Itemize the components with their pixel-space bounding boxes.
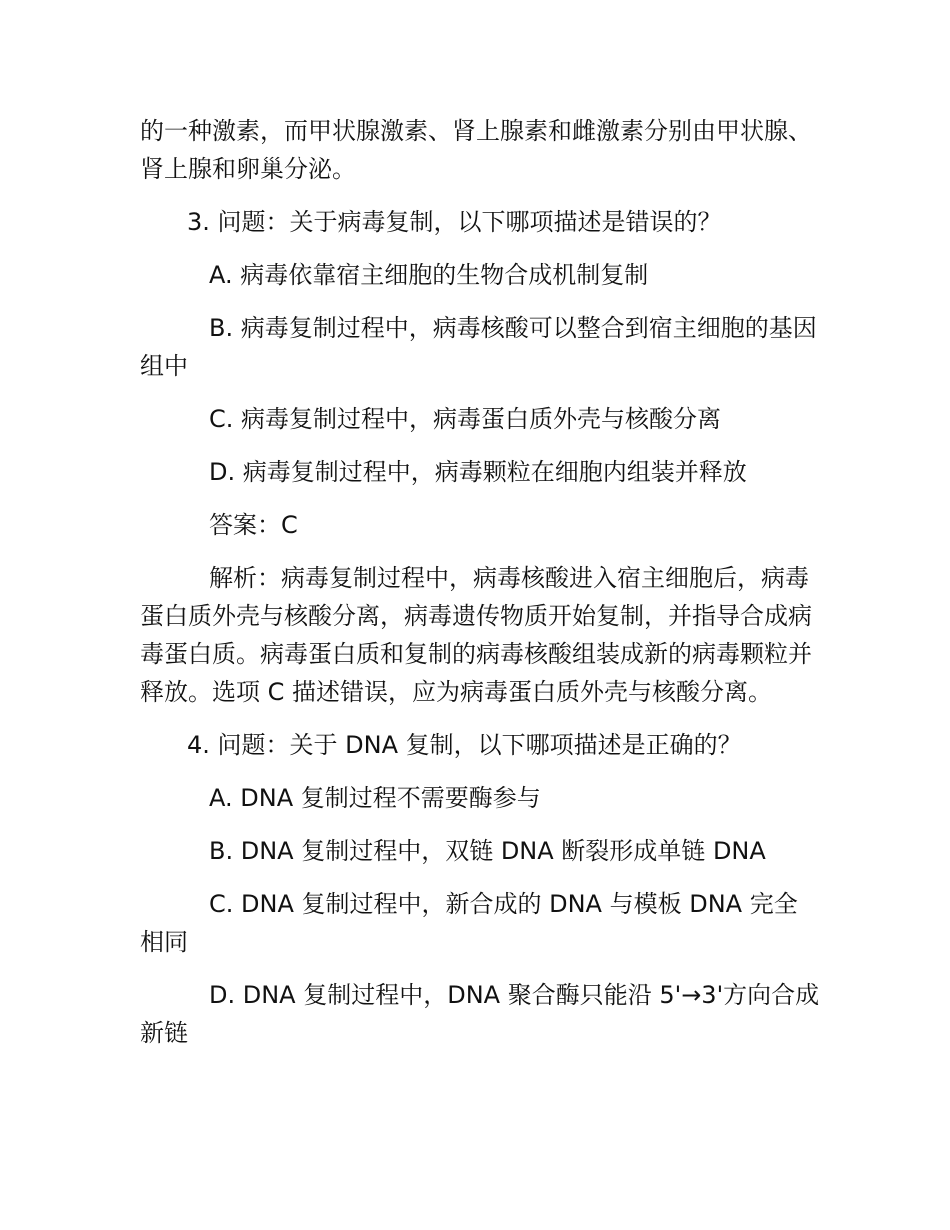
q4-option-d: D. DNA 复制过程中，DNA 聚合酶只能沿 5'→3'方向合成新链	[140, 981, 820, 1047]
q3-option-a: A. 病毒依靠宿主细胞的生物合成机制复制	[209, 261, 649, 289]
q3-answer: 答案：C	[209, 511, 298, 539]
q3-option-b: B. 病毒复制过程中，病毒核酸可以整合到宿主细胞的基因组中	[140, 314, 817, 380]
document-page	[140, 112, 820, 1052]
intro-paragraph: 的一种激素，而甲状腺激素、肾上腺素和雌激素分别由甲状腺、肾上腺和卵巢分泌。	[140, 117, 812, 183]
q4-option-c: C. DNA 复制过程中，新合成的 DNA 与模板 DNA 完全相同	[140, 890, 798, 956]
question-3: 3. 问题：关于病毒复制，以下哪项描述是错误的？	[187, 208, 722, 236]
q4-option-a: A. DNA 复制过程不需要酶参与	[209, 784, 541, 812]
q3-option-d: D. 病毒复制过程中，病毒颗粒在细胞内组装并释放	[209, 458, 747, 486]
q3-explanation: 解析：病毒复制过程中，病毒核酸进入宿主细胞后，病毒蛋白质外壳与核酸分离，病毒遗传物质开始复制，并指导合成病毒蛋白质。病毒蛋白质和复制的病毒核酸组装成新的病毒颗粒并释放。选项 C 描述错误，应为病毒蛋白质外壳与核酸分离。	[140, 564, 812, 706]
question-4: 4. 问题：关于 DNA 复制，以下哪项描述是正确的？	[187, 731, 742, 759]
q4-option-b: B. DNA 复制过程中，双链 DNA 断裂形成单链 DNA	[209, 837, 766, 865]
q3-option-c: C. 病毒复制过程中，病毒蛋白质外壳与核酸分离	[209, 405, 722, 433]
